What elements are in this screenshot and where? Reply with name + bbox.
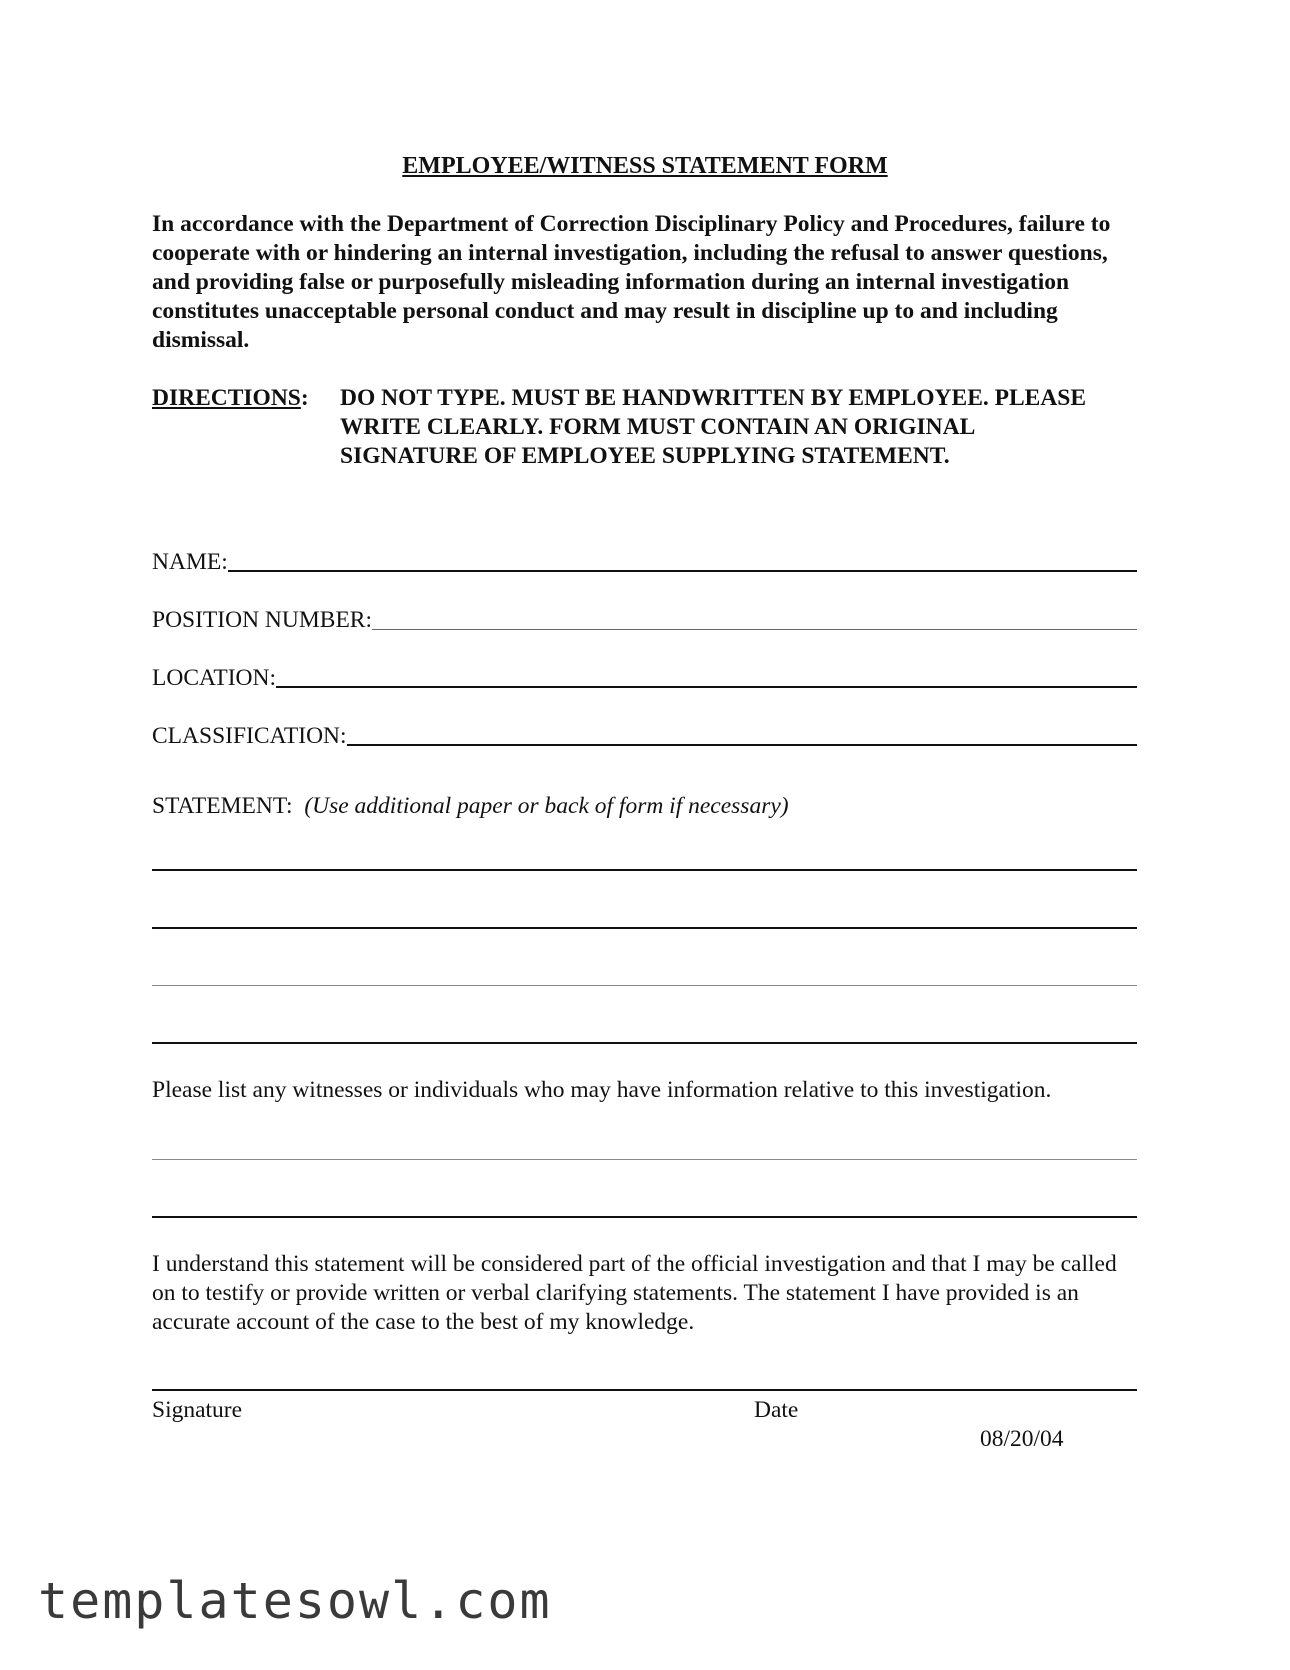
policy-notice: In accordance with the Department of Correction Disciplinary Policy and Procedures, failure to cooperate with or hindering an internal investigation, including the refusal to answer questions, and providing false or purposefully misleading information during an internal investigation constitutes unacceptable personal conduct and may result in discipline up to and including dismissal. bbox=[152, 211, 1111, 353]
location-label: LOCATION: bbox=[152, 665, 277, 691]
statement-line-2[interactable] bbox=[152, 927, 1137, 929]
classification-input-line[interactable] bbox=[347, 722, 1137, 746]
position-number-input-line[interactable] bbox=[372, 607, 1137, 630]
witnesses-line-2[interactable] bbox=[152, 1216, 1137, 1218]
location-field bbox=[152, 664, 1137, 692]
classification-field bbox=[152, 722, 1137, 750]
form-revision-date: 08/20/04 bbox=[980, 1426, 1064, 1452]
statement-heading bbox=[152, 792, 789, 820]
form-title: EMPLOYEE/WITNESS STATEMENT FORM bbox=[402, 153, 888, 179]
statement-line-1[interactable] bbox=[152, 869, 1137, 871]
directions-label bbox=[152, 384, 309, 413]
name-field bbox=[152, 548, 1137, 576]
classification-label: CLASSIFICATION: bbox=[152, 723, 347, 749]
statement-note: (Use additional paper or back of form if necessary) bbox=[304, 793, 789, 819]
site-watermark: templatesowl.com bbox=[38, 1572, 552, 1630]
name-label: NAME: bbox=[152, 549, 228, 575]
signature-label: Signature bbox=[152, 1397, 243, 1423]
location-input-line[interactable] bbox=[276, 664, 1137, 688]
witnesses-prompt: Please list any witnesses or individuals who may have information relative to this investigation. bbox=[152, 1077, 1052, 1103]
statement-line-3[interactable] bbox=[152, 985, 1137, 986]
signature-line[interactable] bbox=[152, 1389, 1137, 1391]
position-number-label: POSITION NUMBER: bbox=[152, 607, 373, 633]
statement-label: STATEMENT: bbox=[152, 793, 293, 819]
statement-line-4[interactable] bbox=[152, 1042, 1137, 1044]
name-input-line[interactable] bbox=[228, 548, 1137, 572]
date-label: Date bbox=[754, 1397, 799, 1423]
acknowledgement-text: I understand this statement will be considered part of the official investigation and that I may be called on to testify or provide written or verbal clarifying statements. The statement I have provided is an accurate account of the case to the best of my knowledge. bbox=[152, 1251, 1117, 1335]
directions-label-text: DIRECTIONS bbox=[152, 385, 301, 411]
directions-text: DO NOT TYPE. MUST BE HANDWRITTEN BY EMPLOYEE. PLEASE WRITE CLEARLY. FORM MUST CONTAIN AN ORIGINAL SIGNATURE OF EMPLOYEE SUPPLYING STATEMENT. bbox=[340, 385, 1087, 469]
position-number-field bbox=[152, 606, 1137, 634]
witnesses-line-1[interactable] bbox=[152, 1159, 1137, 1160]
directions-colon: : bbox=[300, 385, 309, 411]
